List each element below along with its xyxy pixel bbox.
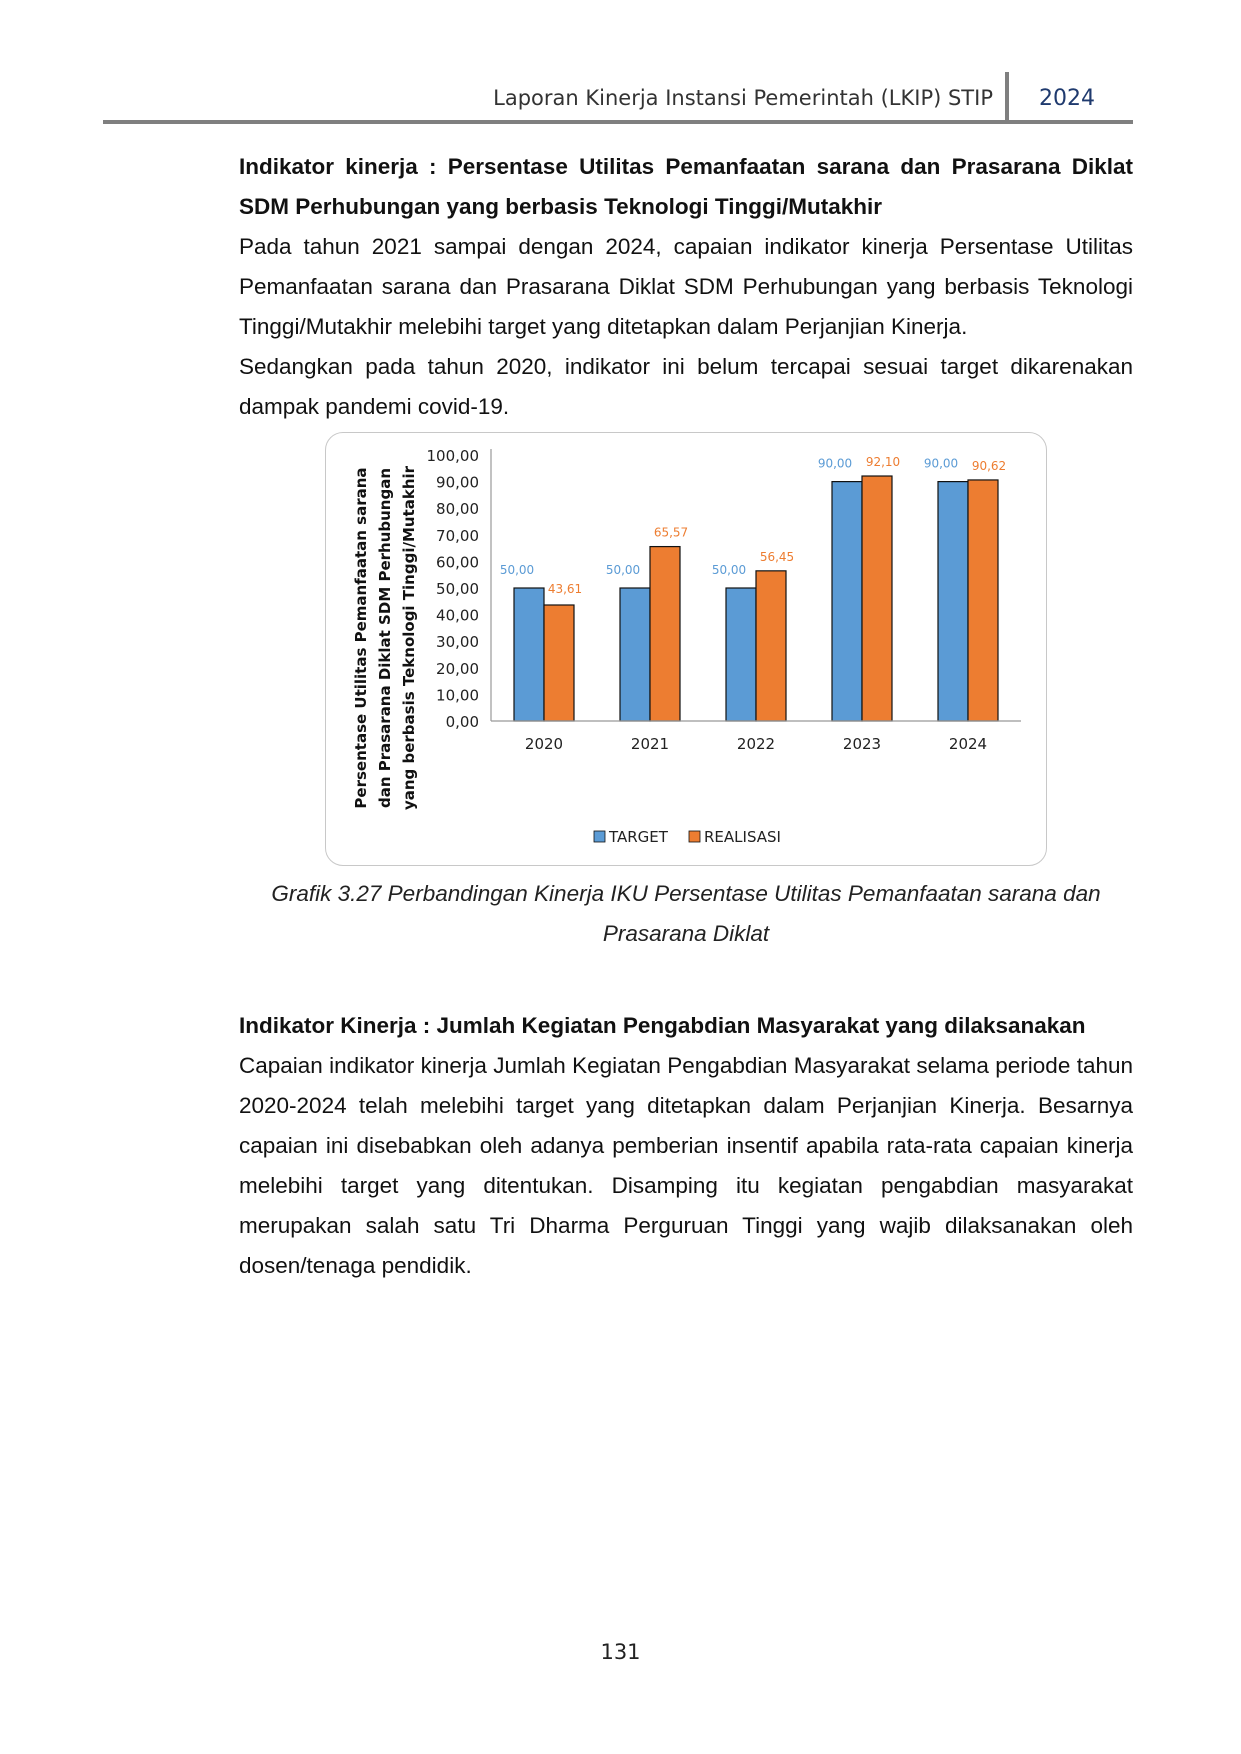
y-axis-label (352, 465, 418, 810)
x-tick-label: 2020 (524, 735, 564, 753)
data-label: 50,00 (499, 563, 535, 577)
section-heading: Indikator kinerja : Persentase Utilitas Pemanfaatan sarana dan Prasarana Diklat SDM Perhubungan yang berbasis Teknologi Tinggi/Mutakhir (239, 154, 1133, 219)
header-separator (1005, 72, 1009, 122)
y-axis-label-line: dan Prasarana Diklat SDM Perhubungan (376, 467, 394, 809)
bar-realisasi (544, 605, 574, 721)
data-label: 90,00 (923, 456, 959, 471)
bar-realisasi (650, 547, 680, 721)
x-tick-label: 2024 (948, 735, 988, 753)
section-utilitas (239, 147, 1133, 427)
section-pengabdian (239, 1006, 1133, 1286)
data-label: 92,10 (865, 455, 901, 470)
page-number: 131 (600, 1640, 641, 1664)
legend-label: TARGET (609, 828, 668, 846)
report-title: Laporan Kinerja Instansi Pemerintah (LKIP) STIP (493, 86, 993, 110)
y-tick-label: 100,00 (426, 447, 479, 465)
y-axis-label-line: Persentase Utilitas Pemanfaatan sarana (352, 467, 370, 809)
chart-container (325, 432, 1047, 866)
chart-legend (594, 828, 781, 846)
data-label: 90,00 (817, 456, 853, 471)
legend-swatch-target (594, 831, 605, 842)
report-year: 2024 (1039, 86, 1095, 111)
data-label: 50,00 (711, 563, 747, 577)
bar-chart (326, 433, 1046, 865)
paragraph: Capaian indikator kinerja Jumlah Kegiatan Pengabdian Masyarakat selama periode tahun 2020-2024 telah melebihi target yang ditetapkan dalam Perjanjian Kinerja. Besarnya capaian ini disebabkan oleh adanya pemberian insentif apabila rata-rata capaian kinerja melebihi target yang ditentukan. Disamping itu kegiatan pengabdian masyarakat merupakan salah satu Tri Dharma Perguruan Tinggi yang wajib dilaksanakan oleh dosen/tenaga pendidik. (239, 1053, 1133, 1278)
y-tick-label: 10,00 (436, 686, 479, 705)
bar-realisasi (968, 480, 998, 721)
bar-target (938, 482, 968, 721)
y-tick-label: 30,00 (436, 633, 479, 652)
y-tick-label: 90,00 (436, 473, 479, 492)
y-tick-label: 80,00 (436, 500, 479, 519)
y-axis-ticks (427, 447, 480, 731)
y-tick-label: 60,00 (436, 553, 479, 572)
data-label: 56,45 (759, 549, 795, 564)
x-axis-ticks (525, 735, 987, 753)
paragraph: Pada tahun 2021 sampai dengan 2024, capaian indikator kinerja Persentase Utilitas Pemanfaatan sarana dan Prasarana Diklat SDM Perhubungan yang berbasis Teknologi Tinggi/Mutakhir melebihi target yang ditetapkan dalam Perjanjian Kinerja. (239, 234, 1133, 339)
page-header (103, 72, 1133, 124)
header-rule (103, 120, 1133, 124)
bar-target (620, 588, 650, 721)
y-tick-label: 0,00 (445, 713, 479, 731)
bar-target (832, 482, 862, 721)
bar-realisasi (862, 476, 892, 721)
x-tick-label: 2021 (630, 735, 670, 753)
y-tick-label: 70,00 (436, 526, 479, 545)
bar-realisasi (756, 571, 786, 721)
x-tick-label: 2023 (842, 735, 882, 753)
section-heading: Indikator Kinerja : Jumlah Kegiatan Pengabdian Masyarakat yang dilaksanakan (239, 1013, 1086, 1038)
y-tick-label: 20,00 (436, 659, 479, 678)
paragraph: Sedangkan pada tahun 2020, indikator ini belum tercapai sesuai target dikarenakan dampak pandemi covid-19. (239, 354, 1133, 419)
bar-target (726, 588, 756, 721)
figure-caption: Grafik 3.27 Perbandingan Kinerja IKU Persentase Utilitas Pemanfaatan sarana dan Prasarana Diklat (271, 881, 1101, 946)
data-label: 65,57 (653, 525, 689, 540)
y-tick-label: 40,00 (436, 606, 479, 625)
data-label: 90,62 (971, 458, 1007, 473)
legend-swatch-realisasi (689, 831, 700, 842)
y-axis-label-line: yang berbasis Teknologi Tinggi/Mutakhir (400, 465, 418, 811)
bars (500, 455, 1006, 721)
y-tick-label: 50,00 (436, 580, 479, 598)
data-label: 50,00 (605, 563, 641, 577)
data-label: 43,61 (547, 581, 583, 596)
legend-label: REALISASI (704, 828, 781, 846)
x-tick-label: 2022 (736, 735, 776, 753)
bar-target (514, 588, 544, 721)
